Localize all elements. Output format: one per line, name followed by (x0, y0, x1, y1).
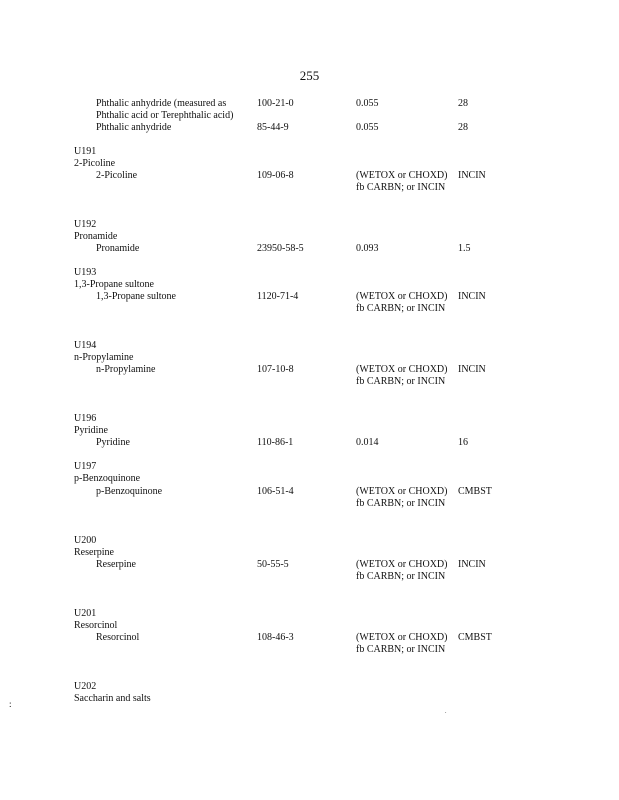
common-name: 1,3-Propane sultone (74, 279, 154, 290)
nonwastewater-standard: 28 (458, 98, 468, 109)
table-row (0, 170, 619, 200)
common-name: 2-Picoline (74, 158, 116, 169)
waste-code: U200 (74, 535, 97, 546)
cas-number: 106-51-4 (257, 486, 294, 497)
wastewater-standard: (WETOX or CHOXD) fb CARBN; or INCIN (356, 291, 448, 314)
common-name: Pyridine (74, 425, 108, 436)
table-row (0, 364, 619, 394)
nonwastewater-standard: 1.5 (458, 243, 471, 254)
table-row (0, 559, 619, 589)
nonwastewater-standard: INCIN (458, 170, 486, 181)
waste-code: U193 (74, 267, 97, 278)
nonwastewater-standard: INCIN (458, 291, 486, 302)
waste-code: U201 (74, 608, 97, 619)
constituent-name: Phthalic anhydride (96, 122, 172, 133)
waste-code: U196 (74, 413, 97, 424)
table-row (0, 291, 619, 321)
constituent-name: Pronamide (96, 243, 140, 254)
cas-number: 107-10-8 (257, 364, 294, 375)
nonwastewater-standard: 28 (458, 122, 468, 133)
waste-code: U202 (74, 681, 97, 692)
wastewater-standard: (WETOX or CHOXD) fb CARBN; or INCIN (356, 364, 448, 387)
stray-dot: . (445, 709, 447, 715)
wastewater-standard: 0.014 (356, 437, 379, 448)
common-name: Reserpine (74, 547, 114, 558)
margin-mark: : (9, 699, 12, 709)
waste-code: U197 (74, 461, 97, 472)
page-number: 255 (299, 68, 320, 83)
constituent-name: 1,3-Propane sultone (96, 291, 176, 302)
cas-number: 108-46-3 (257, 632, 294, 643)
constituent-name: Pyridine (96, 437, 130, 448)
cas-number: 1120-71-4 (257, 291, 299, 302)
constituent-name: n-Propylamine (96, 364, 156, 375)
cas-number: 50-55-5 (257, 559, 289, 570)
cas-number: 23950-58-5 (257, 243, 304, 254)
wastewater-standard: (WETOX or CHOXD) fb CARBN; or INCIN (356, 486, 448, 509)
common-name: Pronamide (74, 231, 118, 242)
common-name: Saccharin and salts (74, 693, 151, 704)
nonwastewater-standard: INCIN (458, 364, 486, 375)
constituent-name: Resorcinol (96, 632, 140, 643)
waste-code: U192 (74, 219, 97, 230)
cas-number: 109-06-8 (257, 170, 294, 181)
nonwastewater-standard: CMBST (458, 486, 492, 497)
constituent-name: Phthalic anhydride (measured as Phthalic acid or Terephthalic acid) (96, 98, 234, 121)
table-row (0, 632, 619, 662)
wastewater-standard: 0.055 (356, 98, 379, 109)
common-name: p-Benzoquinone (74, 473, 141, 484)
nonwastewater-standard: 16 (458, 437, 468, 448)
common-name: Resorcinol (74, 620, 118, 631)
wastewater-standard: (WETOX or CHOXD) fb CARBN; or INCIN (356, 632, 448, 655)
waste-code: U194 (74, 340, 97, 351)
cas-number: 100-21-0 (257, 98, 294, 109)
waste-code: U191 (74, 146, 97, 157)
cas-number: 85-44-9 (257, 122, 289, 133)
nonwastewater-standard: INCIN (458, 559, 486, 570)
nonwastewater-standard: CMBST (458, 632, 492, 643)
wastewater-standard: (WETOX or CHOXD) fb CARBN; or INCIN (356, 559, 448, 582)
wastewater-standard: 0.055 (356, 122, 379, 133)
wastewater-standard: (WETOX or CHOXD) fb CARBN; or INCIN (356, 170, 448, 193)
constituent-name: 2-Picoline (96, 170, 138, 181)
table-row (0, 486, 619, 516)
constituent-name: Reserpine (96, 559, 136, 570)
common-name: n-Propylamine (74, 352, 134, 363)
wastewater-standard: 0.093 (356, 243, 379, 254)
constituent-name: p-Benzoquinone (96, 486, 163, 497)
cas-number: 110-86-1 (257, 437, 294, 448)
